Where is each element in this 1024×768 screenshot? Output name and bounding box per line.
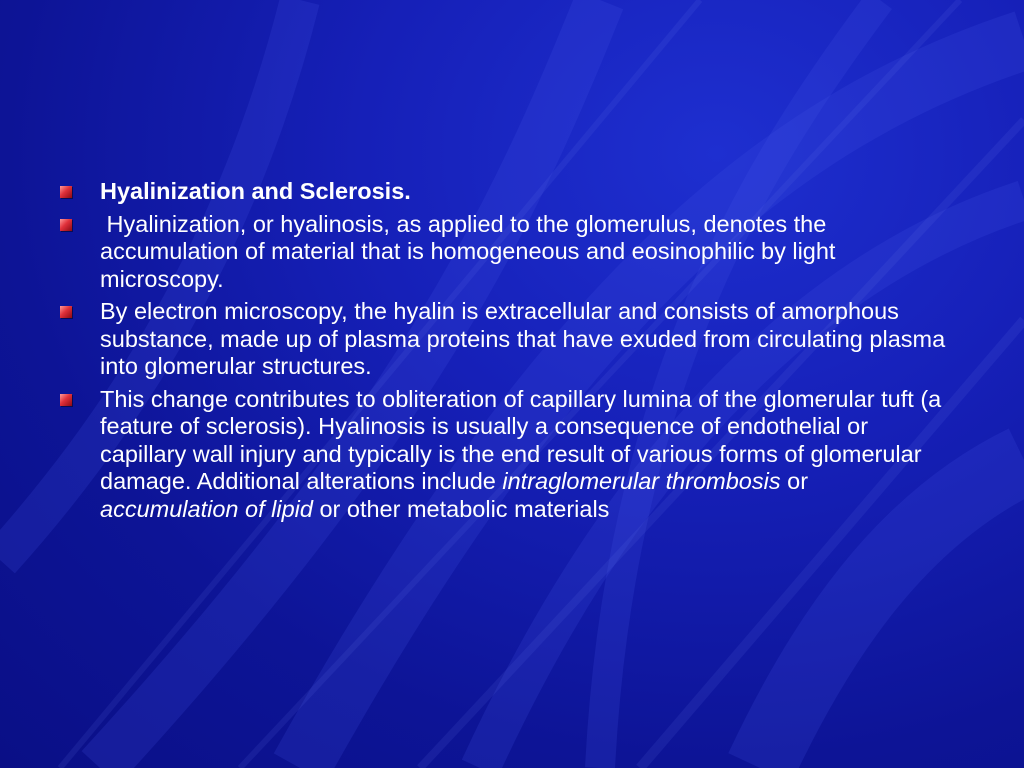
bullet-list <box>60 178 960 528</box>
bullet-text-part: or other metabolic materials <box>312 495 610 522</box>
bullet-item-definition <box>60 211 960 294</box>
bullet-text-italic: intraglomerular thrombosis <box>502 468 781 494</box>
bullet-text-part: This change contributes to obliteration of capillary lumina of the glomerular tuft (a feature of sclerosis). Hyalinosis is usually a consequence of endothelial or capillary wall injury and typically is the end result of various forms of glomerular damage. Additional alterations include <box>100 385 948 494</box>
bullet-text: By electron microscopy, the hyalin is extracellular and consists of amorphous substance, made up of plasma proteins that have exuded from circulating plasma into glomerular structures. <box>100 298 946 379</box>
bullet-text <box>100 386 950 524</box>
bullet-square-icon <box>60 306 72 318</box>
bullet-item-title <box>60 178 960 206</box>
bullet-text-italic: accumulation of lipid <box>100 495 313 522</box>
bullet-square-icon <box>60 186 72 198</box>
bullet-text: Hyalinization, or hyalinosis, as applied to the glomerulus, denotes the accumulation of material that is homogeneous and eosinophilic by light microscopy. <box>100 210 842 292</box>
bullet-item-change <box>60 386 960 524</box>
bullet-square-icon <box>60 394 72 406</box>
bullet-item-electron-microscopy <box>60 298 960 381</box>
bullet-text: Hyalinization and Sclerosis. <box>100 178 411 204</box>
bullet-square-icon <box>60 219 72 231</box>
bullet-text-part: or <box>780 468 815 494</box>
